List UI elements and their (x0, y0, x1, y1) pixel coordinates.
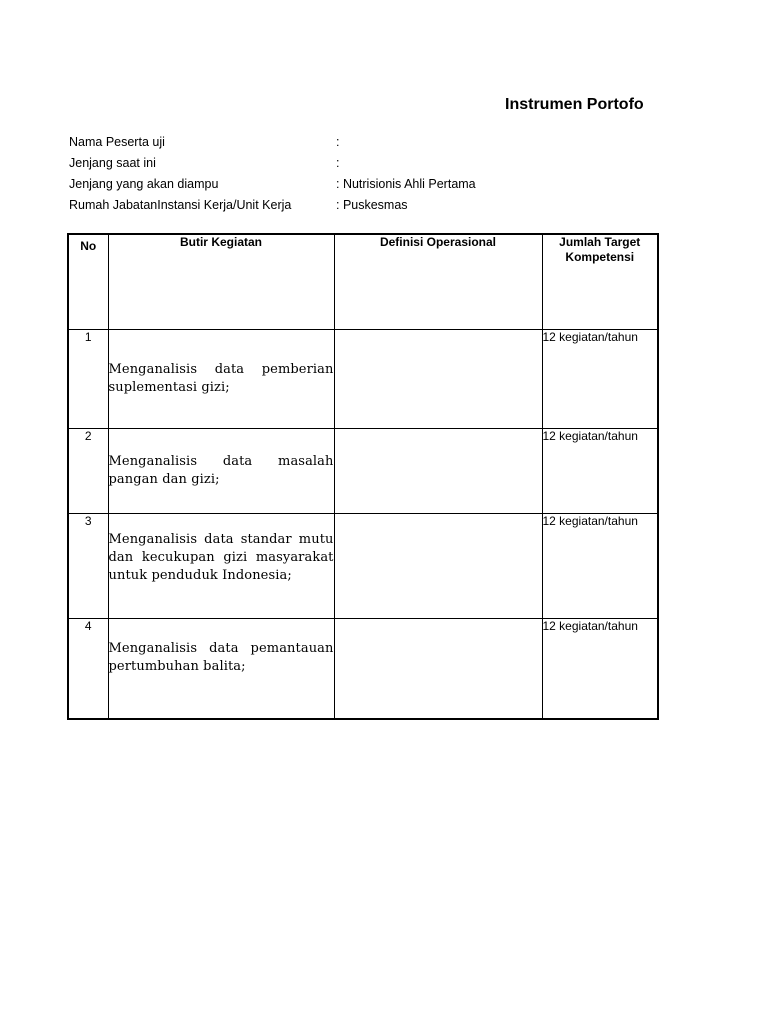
table-header-row (68, 234, 658, 330)
header-butir-kegiatan: Butir Kegiatan (108, 234, 334, 330)
butir-text: Menganalisis data pemantauan pertumbuhan balita; (108, 641, 334, 674)
butir-text: Menganalisis data masalah pangan dan gizi; (108, 454, 334, 487)
butir-cell (108, 330, 334, 429)
header-jumlah-target (542, 234, 658, 330)
info-value-jenjang-saat-ini: : (336, 156, 340, 170)
target-cell: 12 kegiatan/tahun (542, 330, 658, 429)
info-value-nama: : (336, 135, 340, 149)
header-no: No (68, 234, 108, 330)
info-value-rumah-jabatan: : Puskesmas (336, 198, 408, 212)
definisi-cell (334, 514, 542, 619)
butir-cell (108, 514, 334, 619)
butir-cell (108, 429, 334, 514)
header-definisi-operasional: Definisi Operasional (334, 234, 542, 330)
definisi-cell (334, 330, 542, 429)
row-number: 1 (68, 330, 108, 429)
definisi-cell (334, 429, 542, 514)
info-value-jenjang-diampu: : Nutrisionis Ahli Pertama (336, 177, 476, 191)
info-label-jenjang-diampu: Jenjang yang akan diampu (69, 177, 219, 191)
table-row (68, 429, 658, 514)
target-cell: 12 kegiatan/tahun (542, 619, 658, 719)
header-jumlah-target-label: Jumlah Target Kompetensi (559, 235, 641, 264)
butir-cell (108, 619, 334, 719)
row-number: 2 (68, 429, 108, 514)
butir-text: Menganalisis data standar mutu dan kecukupan gizi masyarakat untuk penduduk Indonesia; (108, 532, 334, 583)
table-row (68, 330, 658, 429)
row-number: 3 (68, 514, 108, 619)
definisi-cell (334, 619, 542, 719)
row-number: 4 (68, 619, 108, 719)
info-label-jenjang-saat-ini: Jenjang saat ini (69, 156, 156, 170)
butir-text: Menganalisis data pemberian suplementasi gizi; (108, 362, 334, 395)
info-label-rumah-jabatan: Rumah JabatanInstansi Kerja/Unit Kerja (69, 198, 292, 212)
info-label-nama: Nama Peserta uji (69, 135, 165, 149)
portfolio-table (67, 233, 659, 720)
document-title: Instrumen Portofo (505, 96, 644, 113)
table-row (68, 514, 658, 619)
table-row (68, 619, 658, 719)
target-cell: 12 kegiatan/tahun (542, 514, 658, 619)
target-cell: 12 kegiatan/tahun (542, 429, 658, 514)
